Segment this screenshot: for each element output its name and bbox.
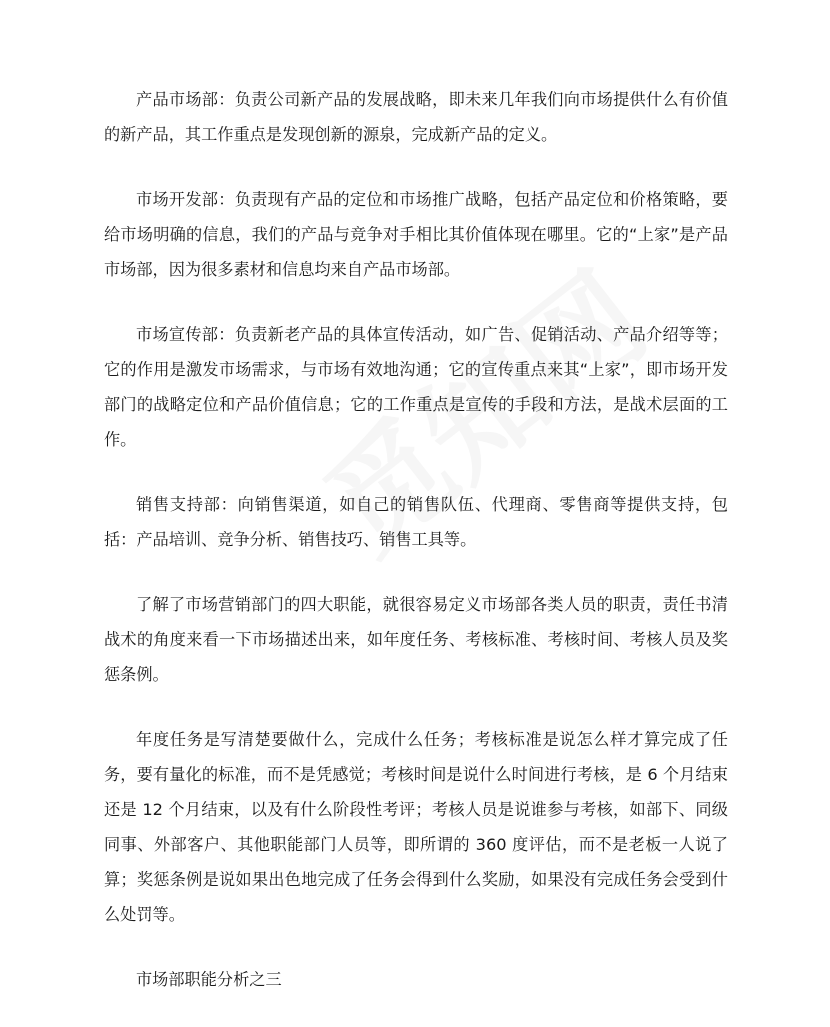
paragraph-market-promotion: 市场宣传部：负责新老产品的具体宣传活动，如广告、促销活动、产品介绍等等；它的作用是激发市场需求，与市场有效地沟通；它的宣传重点来其“上家”，即市场开发部门的战略定位和产品价值信息；它的工作重点是宣传的手段和方法，是战术层面的工作。 <box>104 325 728 449</box>
paragraph-market-development: 市场开发部：负责现有产品的定位和市场推广战略，包括产品定位和价格策略，要给市场明确的信息，我们的产品与竞争对手相比其价值体现在哪里。它的“上家”是产品市场部，因为很多素材和信息均来自产品市场部。 <box>104 190 728 279</box>
paragraph-product-market: 产品市场部：负责公司新产品的发展战略，即未来几年我们向市场提供什么有价值的新产品，其工作重点是发现创新的源泉，完成新产品的定义。 <box>104 90 728 144</box>
section-heading: 市场部职能分析之三 <box>136 970 282 989</box>
paragraph-sales-support: 销售支持部：向销售渠道，如自己的销售队伍、代理商、零售商等提供支持，包括：产品培训、竞争分析、销售技巧、销售工具等。 <box>104 495 728 549</box>
document-page <box>104 82 728 1027</box>
paragraph-four-functions: 了解了市场营销部门的四大职能，就很容易定义市场部各类人员的职责，责任书清战术的角度来看一下市场描述出来，如年度任务、考核标准、考核时间、考核人员及奖惩条例。 <box>104 595 728 684</box>
paragraph-annual-tasks: 年度任务是写清楚要做什么，完成什么任务；考核标准是说怎么样才算完成了任务，要有量化的标准，而不是凭感觉；考核时间是说什么时间进行考核，是 6 个月结束还是 12 个月结束，以及有什么阶段性考评；考核人员是说谁参与考核，如部下、同级同事、外部客户、其他职能部门人员等，即所谓的 360 度评估，而不是老板一人说了算；奖惩条例是说如果出色地完成了任务会得到什么奖励，如果没有完成任务会受到什么处罚等。 <box>104 730 728 924</box>
